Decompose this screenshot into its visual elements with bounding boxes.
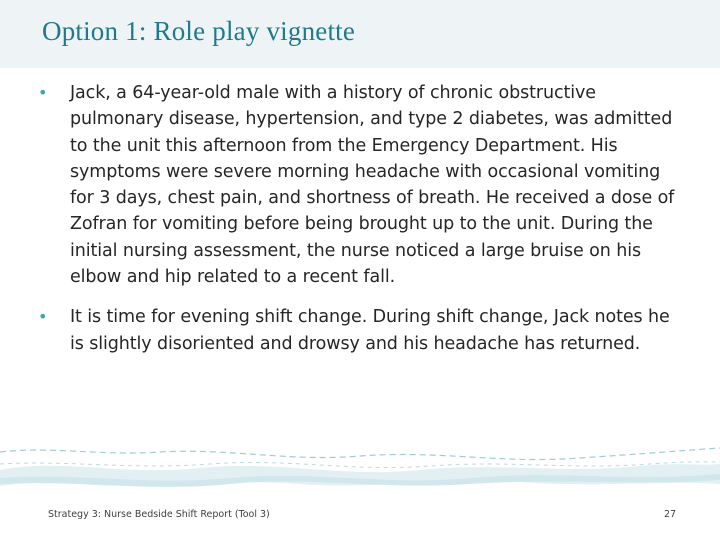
page-number: 27 — [664, 509, 677, 520]
bullet-text: It is time for evening shift change. During shift change, Jack notes he is slightly disoriented and drowsy and his headache has returned. — [70, 307, 670, 354]
slide-body — [38, 80, 682, 357]
wave-dashed-line — [0, 448, 720, 460]
bullet-text: Jack, a 64-year-old male with a history of chronic obstructive pulmonary disease, hypertension, and type 2 diabetes, was admitted to the unit this afternoon from the Emergency Department. His symptoms were severe morning headache with occasional vomiting for 3 days, chest pain, and shortness of breath. He received a dose of Zofran for vomiting before being brought up to the unit. During the initial nursing assessment, the nurse noticed a large bruise on his elbow and hip related to a recent fall. — [70, 83, 675, 288]
slide-title: Option 1: Role play vignette — [42, 16, 356, 46]
bullet-dot-icon: • — [38, 307, 48, 327]
bullet-item — [38, 304, 682, 357]
bullet-item — [38, 80, 682, 290]
decorative-wave — [0, 440, 720, 500]
footer-label: Strategy 3: Nurse Bedside Shift Report (Tool 3) — [48, 509, 270, 520]
bullet-dot-icon: • — [38, 83, 48, 102]
wave-dashed-line-2 — [0, 462, 720, 468]
